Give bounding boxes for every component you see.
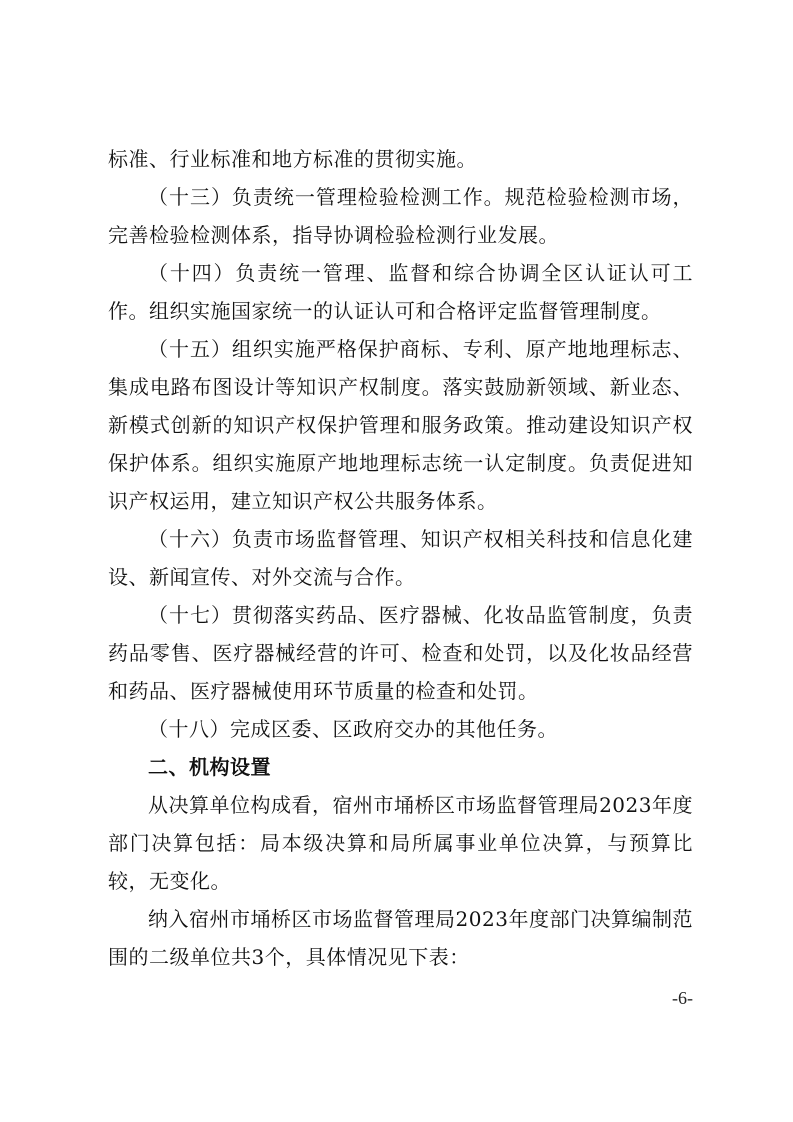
paragraph-item-15: （十五）组织实施严格保护商标、专利、原产地地理标志、集成电路布图设计等知识产权制度。落实鼓励新领域、新业态、新模式创新的知识产权保护管理和服务政策。推动建设知识产权保护体系。组织实施原产地地理标志统一认定制度。负责促进知识产权运用，建立知识产权公共服务体系。 — [108, 337, 693, 513]
paragraph-structure: 从决算单位构成看，宿州市埇桥区市场监督管理局2023年度部门决算包括：局本级决算和局所属事业单位决算，与预算比较，无变化。 — [108, 793, 693, 893]
paragraph-secondary-units: 纳入宿州市埇桥区市场监督管理局2023年度部门决算编制范围的二级单位共3个，具体情况见下表： — [108, 907, 693, 969]
paragraph-item-16: （十六）负责市场监督管理、知识产权相关科技和信息化建设、新闻宣传、对外交流与合作。 — [108, 527, 693, 589]
document-body — [108, 140, 693, 976]
page-number: -6- — [672, 988, 693, 1008]
paragraph-item-17: （十七）贯彻落实药品、医疗器械、化妆品监管制度，负责药品零售、医疗器械经营的许可、检查和处罚，以及化妆品经营和药品、医疗器械使用环节质量的检查和处罚。 — [108, 603, 693, 703]
section-heading: 二、机构设置 — [148, 755, 271, 779]
paragraph-item-14: （十四）负责统一管理、监督和综合协调全区认证认可工作。组织实施国家统一的认证认可和合格评定监督管理制度。 — [108, 261, 693, 323]
paragraph-item-13: （十三）负责统一管理检验检测工作。规范检验检测市场，完善检验检测体系，指导协调检验检测行业发展。 — [108, 185, 693, 247]
paragraph-item-18: （十八）完成区委、区政府交办的其他任务。 — [148, 717, 558, 741]
paragraph-continuation: 标准、行业标准和地方标准的贯彻实施。 — [108, 147, 477, 171]
